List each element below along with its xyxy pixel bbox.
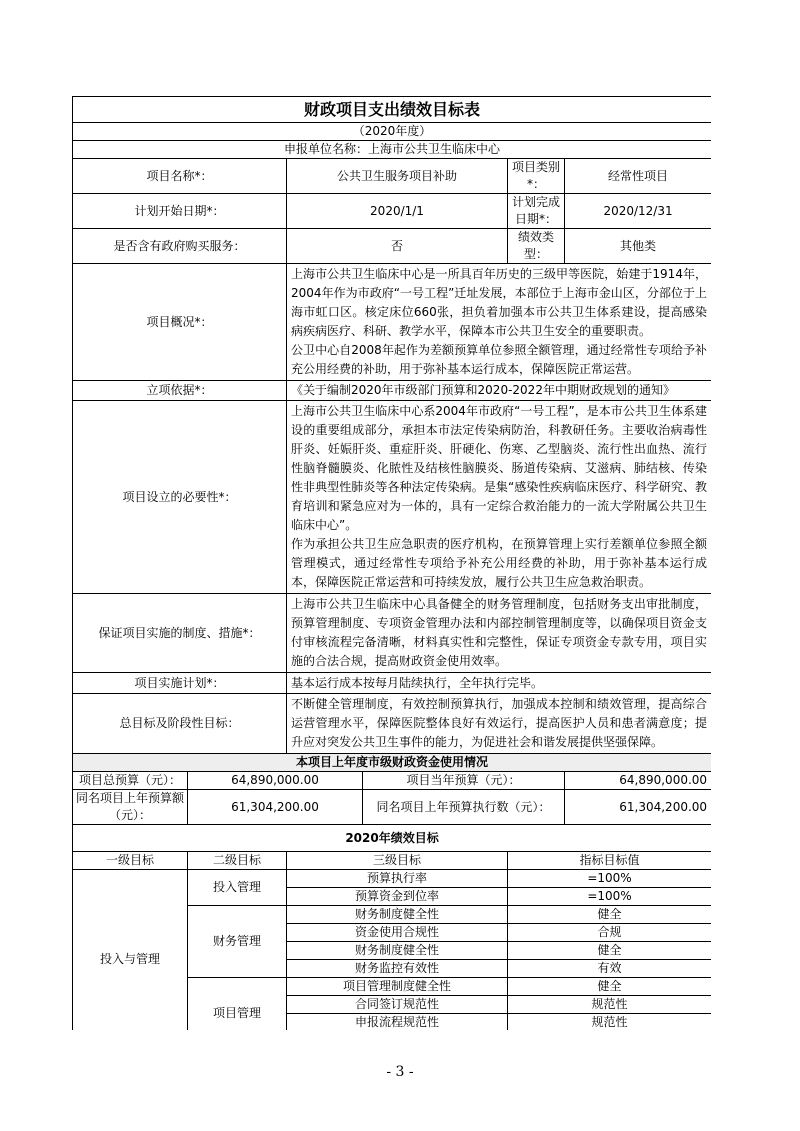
prev-exec-label: 同名项目上年预算执行数（元）： xyxy=(363,790,565,825)
form-year: （2020年度） xyxy=(73,123,712,141)
header-level3: 三级目标 xyxy=(287,852,508,870)
level2-finance-management: 财务管理 xyxy=(188,906,287,978)
target-value-cell: =100% xyxy=(508,888,712,906)
prev-exec-value: 61,304,200.00 xyxy=(565,790,712,825)
target-value-cell: =100% xyxy=(508,870,712,888)
total-budget-value: 64,890,000.00 xyxy=(188,772,363,790)
prev-budget-value: 61,304,200.00 xyxy=(188,790,363,825)
level3-cell: 预算执行率 xyxy=(287,870,508,888)
purchase-service-value: 否 xyxy=(287,229,508,264)
funds-heading: 本项目上年度市级财政资金使用情况 xyxy=(73,754,712,772)
performance-type-label: 绩效类型： xyxy=(508,229,565,264)
end-date-value: 2020/12/31 xyxy=(565,194,712,229)
level3-cell: 财务监控有效性 xyxy=(287,960,508,978)
start-date-label: 计划开始日期*： xyxy=(73,194,287,229)
basis-label: 立项依据*： xyxy=(73,381,287,401)
level3-cell: 项目管理制度健全性 xyxy=(287,978,508,996)
header-target-value: 指标目标值 xyxy=(508,852,712,870)
measures-label: 保证项目实施的制度、措施*： xyxy=(73,594,287,673)
level2-input-management: 投入管理 xyxy=(188,870,287,906)
necessity-paragraph-1: 上海市公共卫生临床中心系2004年市政府“一号工程”，是本市公共卫生体系建设的重要组成部分，承担本市法定传染病防治，科教研任务。主要收治病毒性肝炎、妊娠肝炎、重症肝炎、肝硬化、伤寒、乙型脑炎、流行性出血热、流行性脑脊髓膜炎、化脓性及结核性脑膜炎、肠道传染病、艾滋病、肺结核、传染性非典型性肺炎等各种法定传染病。是集“感染性疾病临床医疗、科学研究、教育培训和紧急应对为一体的，具有一定综合救治能力的一流大学附属公共卫生临床中心”。 xyxy=(291,404,708,532)
overview-paragraph-1: 上海市公共卫生临床中心是一所具百年历史的三级甲等医院，始建于1914年，2004年作为市政府“一号工程”迁址发展，本部位于上海市金山区，分部位于上海市虹口区。核定床位660张，担负着加强本市公共卫生体系建设，提高感染病疾病医疗、科研、教学水平，保障本市公共卫生安全的重要职责。 xyxy=(291,267,708,338)
target-value-cell: 规范性 xyxy=(508,1014,712,1031)
current-budget-value: 64,890,000.00 xyxy=(565,772,712,790)
plan-label: 项目实施计划*： xyxy=(73,673,287,694)
performance-type-value: 其他类 xyxy=(565,229,712,264)
purchase-service-label: 是否含有政府购买服务： xyxy=(73,229,287,264)
page-number: - 3 - xyxy=(386,1064,414,1080)
overview-text xyxy=(287,264,712,381)
level3-cell: 预算资金到位率 xyxy=(287,888,508,906)
target-value-cell: 规范性 xyxy=(508,996,712,1014)
project-category-value: 经常性项目 xyxy=(565,159,712,194)
end-date-label: 计划完成日期*： xyxy=(508,194,565,229)
project-name-label: 项目名称*： xyxy=(73,159,287,194)
goal-label: 总目标及阶段性目标： xyxy=(73,694,287,754)
total-budget-label: 项目总预算（元）： xyxy=(73,772,188,790)
basis-text: 《关于编制2020年市级部门预算和2020-2022年中期财政规划的通知》 xyxy=(287,381,712,401)
level3-cell: 合同签订规范性 xyxy=(287,996,508,1014)
header-level2: 二级目标 xyxy=(188,852,287,870)
target-value-cell: 健全 xyxy=(508,942,712,960)
level1-input-management: 投入与管理 xyxy=(73,870,188,1031)
level3-cell: 资金使用合规性 xyxy=(287,924,508,942)
level3-cell: 财务制度健全性 xyxy=(287,942,508,960)
overview-label: 项目概况*： xyxy=(73,264,287,381)
form-title: 财政项目支出绩效目标表 xyxy=(73,97,712,123)
level3-cell: 财务制度健全性 xyxy=(287,906,508,924)
applicant-unit: 申报单位名称：上海市公共卫生临床中心 xyxy=(73,141,712,159)
prev-budget-label: 同名项目上年预算额（元）： xyxy=(73,790,188,825)
form-table xyxy=(72,96,711,1030)
performance-target-form xyxy=(72,96,711,1030)
current-budget-label: 项目当年预算（元）： xyxy=(363,772,565,790)
necessity-paragraph-2: 作为承担公共卫生应急职责的医疗机构，在预算管理上实行差额单位参照全额管理模式，通过经常性专项给予补充公用经费的补助，用于弥补基本运行成本，保障医院正常运营和可持续发放，履行公共卫生应急救治职责。 xyxy=(291,537,708,589)
goal-text: 不断健全管理制度，有效控制预算执行，加强成本控制和绩效管理，提高综合运营管理水平，保障医院整体良好有效运行，提高医护人员和患者满意度；提升应对突发公共卫生事件的能力，为促进社会和谐发展提供坚强保障。 xyxy=(287,694,712,754)
level3-cell: 申报流程规范性 xyxy=(287,1014,508,1031)
header-level1: 一级目标 xyxy=(73,852,188,870)
overview-paragraph-2: 公卫中心自2008年起作为差额预算单位参照全额管理，通过经常性专项给予补充公用经费的补助，用于弥补基本运行成本，保障医院正常运营。 xyxy=(291,343,708,376)
target-value-cell: 合规 xyxy=(508,924,712,942)
necessity-text xyxy=(287,401,712,594)
project-name-value: 公共卫生服务项目补助 xyxy=(287,159,508,194)
start-date-value: 2020/1/1 xyxy=(287,194,508,229)
necessity-label: 项目设立的必要性*： xyxy=(73,401,287,594)
level2-project-management: 项目管理 xyxy=(188,978,287,1031)
plan-text: 基本运行成本按每月陆续执行，全年执行完毕。 xyxy=(287,673,712,694)
measures-text: 上海市公共卫生临床中心具备健全的财务管理制度，包括财务支出审批制度，预算管理制度、专项资金管理办法和内部控制管理制度等，以确保项目资金支付审核流程完备清晰，材料真实性和完整性，保证专项资金专款专用，项目实施的合法合规，提高财政资金使用效率。 xyxy=(287,594,712,673)
target-value-cell: 健全 xyxy=(508,978,712,996)
target-value-cell: 有效 xyxy=(508,960,712,978)
target-value-cell: 健全 xyxy=(508,906,712,924)
project-category-label: 项目类别*： xyxy=(508,159,565,194)
targets-heading: 2020年绩效目标 xyxy=(73,825,712,852)
